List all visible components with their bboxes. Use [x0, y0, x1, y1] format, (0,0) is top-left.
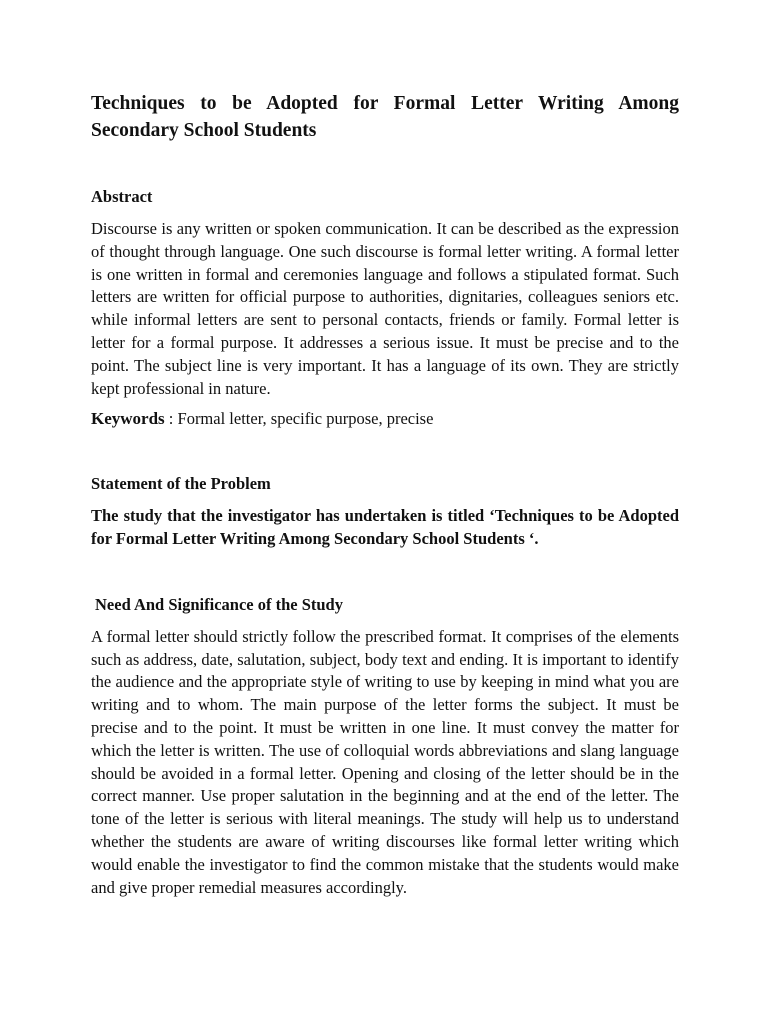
- need-heading: Need And Significance of the Study: [95, 594, 343, 614]
- problem-text: The study that the investigator has undertaken is titled ‘Techniques to be Adopted for Formal Letter Writing Among Secondary School Students ‘.: [91, 506, 679, 548]
- keywords-label: Keywords: [91, 409, 165, 429]
- abstract-heading: Abstract: [91, 187, 153, 206]
- document-body: [91, 90, 679, 899]
- keywords-text: Formal letter, specific purpose, precise: [177, 409, 434, 429]
- problem-heading: Statement of the Problem: [91, 474, 271, 494]
- document-title: Techniques to be Adopted for Formal Letter Writing Among Secondary School Students: [91, 93, 679, 141]
- keywords-separator: :: [164, 409, 178, 429]
- keywords-line: [91, 408, 679, 431]
- abstract-text: Discourse is any written or spoken communication. It can be described as the expression of thought through language. One such discourse is formal letter writing. A formal letter is one written in formal and ceremonies language and follows a stipulated format. Such letters are written for official purpose to authorities, dignitaries, colleagues seniors etc. while informal letters are sent to personal contacts, friends or family. Formal letter is letter for a formal purpose. It addresses a serious issue. It must be precise and to the point. The subject line is very important. It has a language of its own. They are strictly kept professional in nature.: [91, 219, 679, 398]
- need-text: A formal letter should strictly follow the prescribed format. It comprises of the elements such as address, date, salutation, subject, body text and ending. It is important to identify the audience and the appropriate style of writing to use by keeping in mind what you are writing and to whom. The main purpose of the letter forms the subject. It must be precise and to the point. It must be written in one line. It must convey the matter for which the letter is written. The use of colloquial words abbreviations and slang language should be avoided in a formal letter. Opening and closing of the letter should be in the correct manner. Use proper salutation in the beginning and at the end of the letter. The tone of the letter is serious with literal meanings. The study will help us to understand whether the students are aware of writing discourses like formal letter writing which would enable the investigator to find the common mistake that the students would make and give proper remedial measures accordingly.: [91, 626, 679, 897]
